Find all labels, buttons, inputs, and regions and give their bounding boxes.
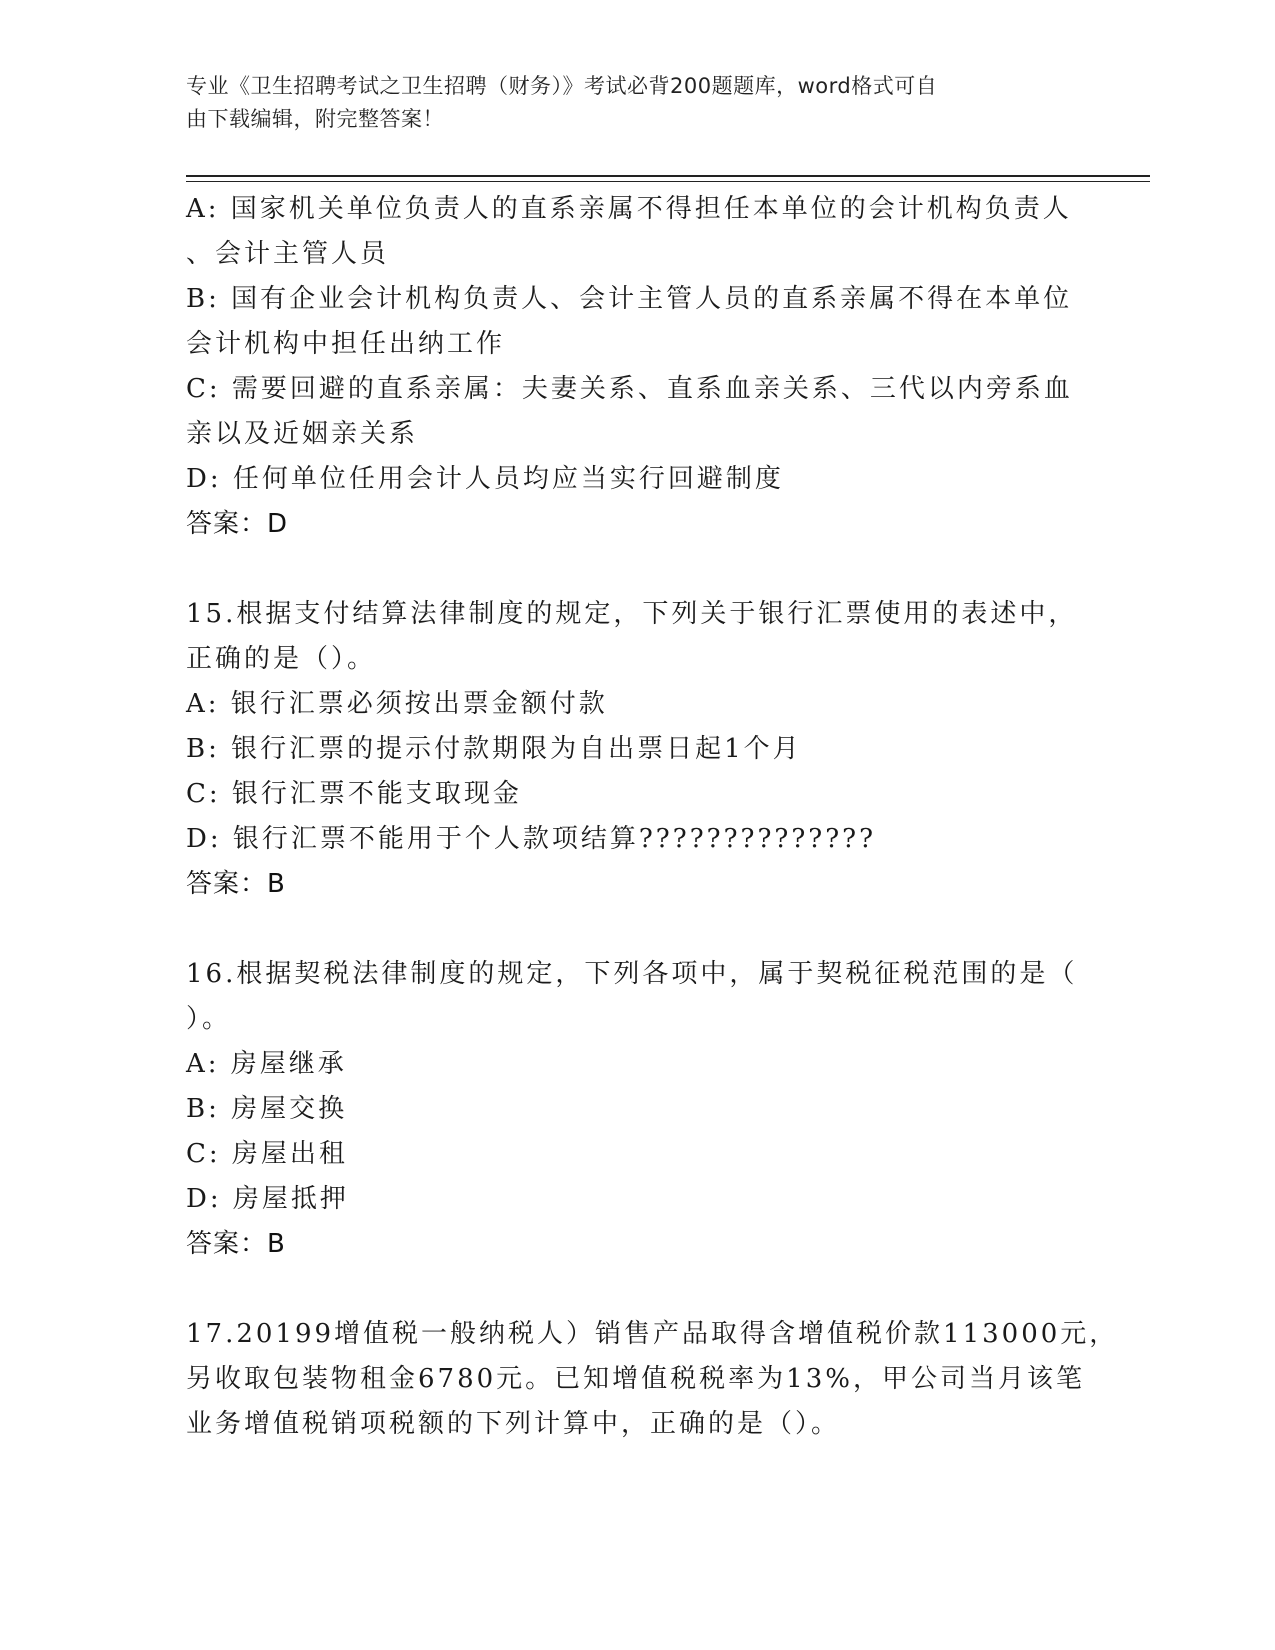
header-line-1: 专业《卫生招聘考试之卫生招聘（财务）》考试必背200题题库，word格式可自 (186, 74, 938, 98)
q14-option-a-line-1: A: 国家机关单位负责人的直系亲属不得担任本单位的会计机构负责人 (186, 194, 1072, 224)
header-divider-thick (186, 175, 1150, 177)
q15-stem-line-2: 正确的是（）。 (186, 644, 377, 674)
document-body (186, 187, 1119, 1447)
header-divider-thin (186, 181, 1150, 182)
spacer (186, 1267, 1076, 1312)
page-header (186, 70, 1066, 136)
q16-option-b: B: 房屋交换 (186, 1094, 348, 1124)
q14-option-b-line-2: 会计机构中担任出纳工作 (186, 329, 506, 359)
q15-stem-line-1: 15.根据支付结算法律制度的规定，下列关于银行汇票使用的表述中， (186, 599, 1078, 629)
q16-stem-line-2: ）。 (186, 1004, 232, 1034)
q16-answer: 答案：B (186, 1229, 286, 1259)
q15-option-c: C: 银行汇票不能支取现金 (186, 779, 522, 809)
question-17 (186, 1312, 1119, 1447)
question-14-options (186, 187, 1076, 547)
q16-option-c: C: 房屋出租 (186, 1139, 348, 1169)
q14-option-d: D: 任何单位任用会计人员均应当实行回避制度 (186, 464, 784, 494)
question-15 (186, 592, 1076, 907)
q15-option-a: A: 银行汇票必须按出票金额付款 (186, 689, 608, 719)
header-line-2: 由下载编辑，附完整答案！ (186, 107, 444, 131)
q17-stem-line-2: 另收取包装物租金6780元。已知增值税税率为13%，甲公司当月该笔 (186, 1364, 1085, 1394)
q14-option-c-line-1: C: 需要回避的直系亲属：夫妻关系、直系血亲关系、三代以内旁系血 (186, 374, 1073, 404)
spacer (186, 907, 1076, 952)
spacer (186, 547, 1076, 592)
q16-stem-line-1: 16.根据契税法律制度的规定，下列各项中，属于契税征税范围的是（ (186, 959, 1078, 989)
q14-option-c-line-2: 亲以及近姻亲关系 (186, 419, 419, 449)
q15-option-d: D: 银行汇票不能用于个人款项结算?????????????? (186, 824, 877, 854)
q14-option-a-line-2: 、会计主管人员 (186, 239, 390, 269)
question-16 (186, 952, 1076, 1267)
q15-answer: 答案：B (186, 869, 286, 899)
q17-stem-line-1: 17.20199增值税一般纳税人）销售产品取得含增值税价款113000元， (186, 1319, 1119, 1349)
q16-option-a: A: 房屋继承 (186, 1049, 347, 1079)
q14-option-b-line-1: B: 国有企业会计机构负责人、会计主管人员的直系亲属不得在本单位 (186, 284, 1073, 314)
q14-answer: 答案：D (186, 509, 289, 539)
q17-stem-line-3: 业务增值税销项税额的下列计算中，正确的是（）。 (186, 1409, 841, 1439)
q16-option-d: D: 房屋抵押 (186, 1184, 349, 1214)
q15-option-b: B: 银行汇票的提示付款期限为自出票日起1个月 (186, 734, 802, 764)
